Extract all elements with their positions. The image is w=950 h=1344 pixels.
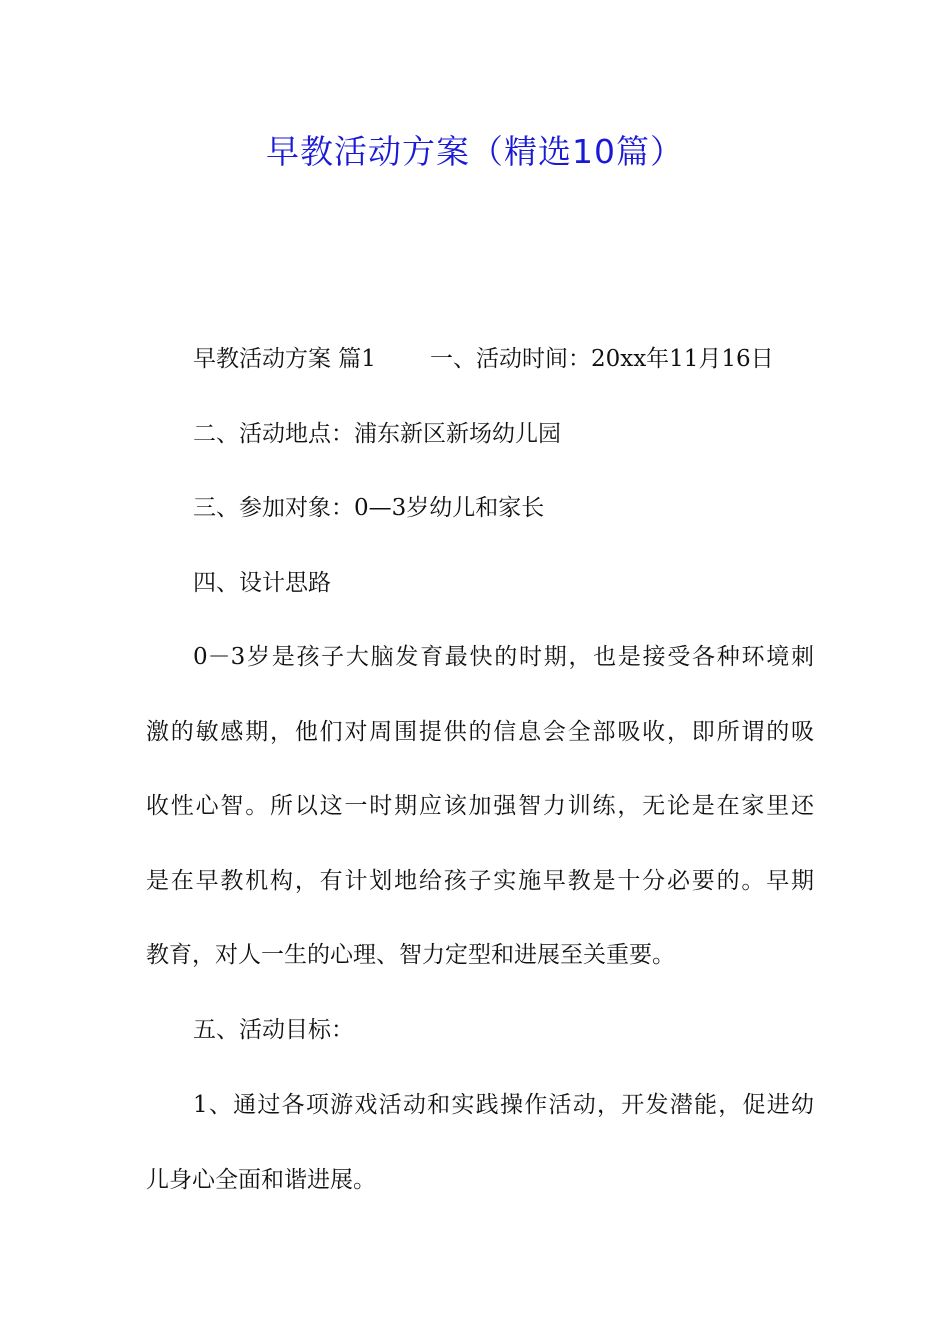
paragraph-line: 三、参加对象：0—3岁幼儿和家长 bbox=[193, 495, 545, 521]
paragraph-activity-location bbox=[146, 397, 814, 472]
paragraph-line: 五、活动目标： bbox=[193, 1017, 354, 1043]
paragraph-line: 四、设计思路 bbox=[193, 570, 331, 596]
paragraph-line: 1、通过各项游戏活动和实践操作活动，开发潜能，促进幼 bbox=[193, 1092, 814, 1118]
section-heading: 早教活动方案 篇1 bbox=[193, 346, 376, 372]
paragraph-activity-time bbox=[146, 322, 814, 397]
paragraph-line: 儿身心全面和谐进展。 bbox=[146, 1166, 376, 1193]
paragraph-line: 收性心智。所以这一时期应该加强智力训练，无论是在家里还 bbox=[146, 793, 814, 819]
paragraph-line: 教育，对人一生的心理、智力定型和进展至关重要。 bbox=[146, 942, 675, 968]
paragraph-design-body bbox=[146, 620, 814, 993]
paragraph-line: 是在早教机构，有计划地给孩子实施早教是十分必要的。早期 bbox=[146, 867, 814, 894]
paragraph-participants bbox=[146, 471, 814, 546]
paragraph-line: 二、活动地点：浦东新区新场幼儿园 bbox=[193, 421, 561, 447]
activity-time-text: 一、活动时间：20xx年11月16日 bbox=[429, 346, 774, 372]
document-title: 早教活动方案（精选10篇） bbox=[266, 132, 684, 171]
paragraph-goals-heading bbox=[146, 993, 814, 1068]
paragraph-line: 激的敏感期，他们对周围提供的信息会全部吸收，即所谓的吸 bbox=[146, 718, 814, 745]
paragraph-goal-1 bbox=[146, 1068, 814, 1217]
paragraph-design-heading bbox=[146, 546, 814, 621]
paragraph-line: 0－3岁是孩子大脑发育最快的时期，也是接受各种环境刺 bbox=[193, 644, 814, 670]
paragraph-line bbox=[146, 322, 814, 397]
